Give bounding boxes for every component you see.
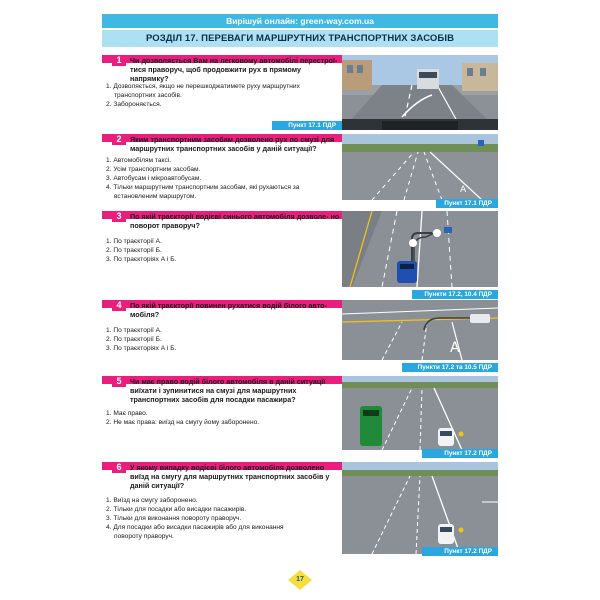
question-text-rest: но поворот праворуч? xyxy=(130,212,340,230)
question-card xyxy=(102,300,498,372)
question-text xyxy=(130,301,340,319)
situation-image xyxy=(342,134,498,200)
answer-list xyxy=(106,496,338,541)
question-text-rest: виїзд на смугу для маршрутних транспортних засобів у даній ситуації? xyxy=(130,472,330,490)
answer-option[interactable]: 3. По траєкторіях А і Б. xyxy=(106,345,177,352)
answer-option[interactable]: 2. Забороняється. xyxy=(106,101,162,108)
situation-image xyxy=(342,376,498,450)
answer-list xyxy=(106,326,338,353)
question-number: 5 xyxy=(112,376,126,387)
situation-image xyxy=(342,300,498,360)
question-text-line1: По якій траєкторії водієві синього автомобіля дозволе- xyxy=(130,212,329,221)
answer-option-cont: транспортних засобів. xyxy=(114,92,182,99)
question-text-rest: тися праворуч, щоб продовжити рух в прямому напрямку? xyxy=(130,65,301,83)
situation-image xyxy=(342,211,498,287)
answer-list xyxy=(106,237,338,264)
answer-option[interactable]: 3. По траєкторіях А і Б. xyxy=(106,256,177,263)
question-card xyxy=(102,134,498,208)
section-title: РОЗДІЛ 17. ПЕРЕВАГИ МАРШРУТНИХ ТРАНСПОРТНИХ ЗАСОБІВ xyxy=(102,30,498,47)
rule-reference: Пункт 17.1 ПДР xyxy=(436,199,498,208)
question-number: 2 xyxy=(112,134,126,145)
question-text-rest: виїхати і зупинитися на смузі для маршрутних транспортних засобів для посадки пасажира? xyxy=(130,386,297,404)
question-number: 4 xyxy=(112,300,126,311)
question-number: 6 xyxy=(112,462,126,473)
question-card xyxy=(102,211,498,296)
question-text-line1: У якому випадку водієві білого автомобіля дозволено xyxy=(130,463,325,472)
answer-list xyxy=(106,409,338,427)
answer-option[interactable]: 2. Тільки для посадки або висадки пасажирів. xyxy=(106,506,247,513)
rule-reference: Пункт 17.2 ПДР xyxy=(422,449,498,458)
answer-option[interactable]: 2. Не має права: виїзд на смугу йому заборонено. xyxy=(106,419,260,426)
situation-image xyxy=(342,462,498,554)
question-text-line1: По якій траєкторії повинен рухатися водій білого авто- xyxy=(130,301,327,310)
question-text xyxy=(130,212,340,230)
answer-option[interactable]: 3. Тільки для виконання повороту праворуч. xyxy=(106,515,242,522)
online-banner[interactable]: Вирішуй онлайн: green-way.com.ua xyxy=(102,14,498,28)
answer-option-cont: повороту праворуч. xyxy=(114,533,174,540)
answer-option[interactable]: 1. Виїзд на смугу заборонено. xyxy=(106,497,198,504)
answer-option[interactable]: 1. По траєкторії А. xyxy=(106,327,162,334)
question-text xyxy=(130,377,340,404)
answer-option[interactable]: 1. Автомобілям таксі. xyxy=(106,157,172,164)
svg-text:A: A xyxy=(450,340,460,356)
answer-option[interactable]: 4. Для посадки або висадки пасажирів або для виконання xyxy=(106,524,284,531)
answer-option[interactable]: 2. По траєкторії Б. xyxy=(106,247,162,254)
answer-option[interactable]: 3. Автобусам і мікроавтобусам. xyxy=(106,175,202,182)
question-text-line1: Чи дозволяється Вам на легковому автомобілі перестрої- xyxy=(130,56,338,65)
rule-reference: Пункти 17.2, 10.4 ПДР xyxy=(412,290,498,299)
question-text xyxy=(130,135,340,153)
question-card xyxy=(102,376,498,458)
answer-option[interactable]: 4. Тільки маршрутним транспортним засобам, які рухаються за xyxy=(106,184,300,191)
situation-image xyxy=(342,55,498,130)
question-text-line1: Чи має право водій білого автомобіля в даній ситуації xyxy=(130,377,326,386)
answer-option[interactable]: 1. По траєкторії А. xyxy=(106,238,162,245)
page-number-badge xyxy=(288,570,312,590)
svg-text:A: A xyxy=(460,185,467,195)
answer-list xyxy=(106,82,338,109)
answer-option[interactable]: 1. Має право. xyxy=(106,410,148,417)
answer-list xyxy=(106,156,338,201)
rule-reference: Пункт 17.2 ПДР xyxy=(422,547,498,556)
question-text-rest: для маршрутних транспортних засобів у даній ситуації? xyxy=(130,135,335,153)
question-number: 1 xyxy=(112,55,126,66)
question-number: 3 xyxy=(112,211,126,222)
rule-reference: Пункти 17.2 та 10.5 ПДР xyxy=(402,363,498,372)
question-text-line1: Яким транспортним засобам дозволено рух по смузі xyxy=(130,135,319,144)
answer-option[interactable]: 1. Дозволяється, якщо не перешкоджатимете руху маршрутних xyxy=(106,83,300,90)
answer-option[interactable]: 2. Усім транспортним засобам. xyxy=(106,166,201,173)
question-text xyxy=(130,463,340,490)
question-text-rest: мобіля? xyxy=(130,310,160,319)
rule-reference: Пункт 17.1 ПДР xyxy=(272,121,342,130)
answer-option[interactable]: 2. По траєкторії Б. xyxy=(106,336,162,343)
question-card xyxy=(102,55,498,130)
question-text xyxy=(130,56,340,83)
question-card xyxy=(102,462,498,558)
answer-option-cont: встановленим маршрутом. xyxy=(114,193,197,200)
page-number: 17 xyxy=(296,576,304,583)
